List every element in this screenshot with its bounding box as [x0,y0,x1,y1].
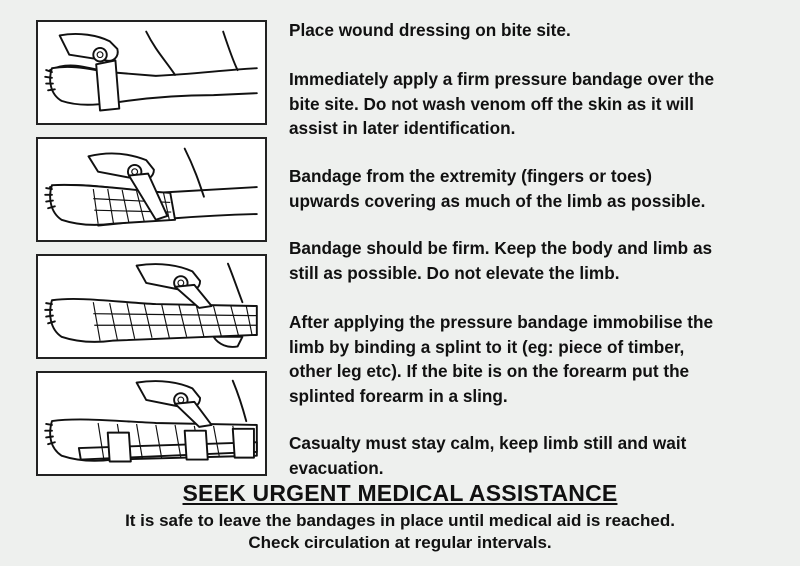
step-6-text: Casualty must stay calm, keep limb still and wait evacuation. [289,433,687,478]
step-3-text: Bandage from the extremity (fingers or toes) upwards covering as much of the limb as possible. [289,166,706,211]
circulation-note: Check circulation at regular intervals. [248,533,552,552]
step-2-text: Immediately apply a firm pressure bandage over the bite site. Do not wash venom off the skin as it will assist in later identification. [289,69,715,138]
leg-bandage-foot-icon [38,139,265,240]
illustration-panel-3 [36,254,267,359]
illustration-panel-2 [36,137,267,242]
step-4-text: Bandage should be firm. Keep the body and limb as still as possible. Do not elevate the limb. [289,238,713,283]
illustration-panel-4 [36,371,267,476]
step-1-text: Place wound dressing on bite site. [289,20,571,40]
bandage-note: It is safe to leave the bandages in place until medical aid is reached. [125,511,675,530]
step-5-text: After applying the pressure bandage immobilise the limb by binding a splint to it (eg: piece of timber, other leg etc). If the bite is on the forearm put the splinted forearm in a sling. [289,312,714,406]
leg-bandage-roll-start-icon [38,22,265,123]
leg-bandage-full-icon [38,256,265,357]
urgent-assistance-heading: SEEK URGENT MEDICAL ASSISTANCE [182,480,618,506]
leg-splinted-icon [38,373,265,474]
illustration-panel-1 [36,20,267,125]
